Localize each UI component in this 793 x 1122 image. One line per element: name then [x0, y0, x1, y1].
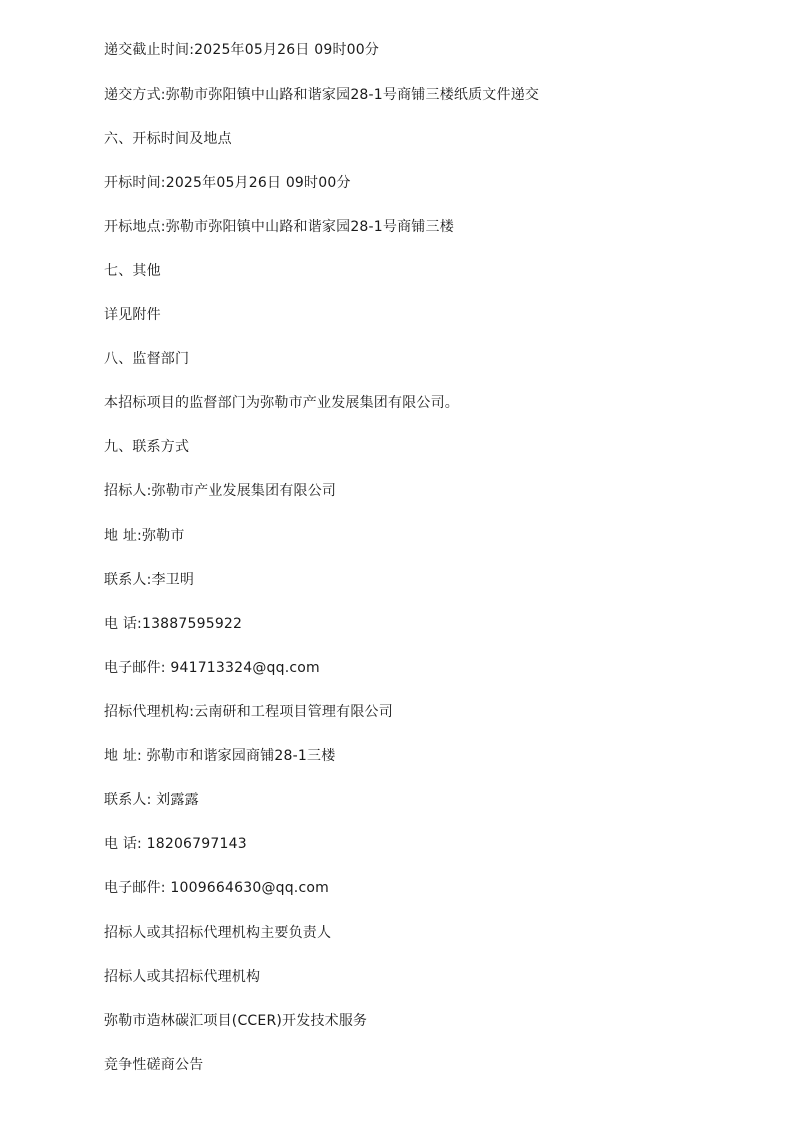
section-heading-contact: 九、联系方式	[104, 439, 190, 455]
agency-phone-line: 电 话: 18206797143	[104, 836, 247, 852]
submission-method-line: 递交方式:弥勒市弥阳镇中山路和谐家园28-1号商铺三楼纸质文件递交	[104, 87, 540, 103]
agency-contact-line: 联系人: 刘露露	[104, 792, 199, 808]
agency-line: 招标代理机构:云南研和工程项目管理有限公司	[104, 704, 393, 720]
opening-location-line: 开标地点:弥勒市弥阳镇中山路和谐家园28-1号商铺三楼	[104, 219, 454, 235]
announcement-title-line: 竞争性磋商公告	[104, 1057, 204, 1073]
tenderer-address-line: 地 址:弥勒市	[104, 528, 185, 544]
submission-deadline-line: 递交截止时间:2025年05月26日 09时00分	[104, 42, 380, 58]
section-heading-supervision: 八、监督部门	[104, 351, 190, 367]
agency-email-line: 电子邮件: 1009664630@qq.com	[104, 880, 329, 896]
tenderer-line: 招标人:弥勒市产业发展集团有限公司	[104, 483, 337, 499]
section-heading-other: 七、其他	[104, 263, 161, 279]
tenderer-contact-line: 联系人:李卫明	[104, 572, 195, 588]
responsible-person-line: 招标人或其招标代理机构主要负责人	[104, 925, 332, 941]
agency-address-line: 地 址: 弥勒市和谐家园商铺28-1三楼	[104, 748, 336, 764]
project-title-line: 弥勒市造林碳汇项目(CCER)开发技术服务	[104, 1013, 368, 1029]
tenderer-phone-line: 电 话:13887595922	[104, 616, 243, 632]
see-attachment-line: 详见附件	[104, 307, 161, 323]
section-heading-opening: 六、开标时间及地点	[104, 131, 232, 147]
tenderer-or-agency-line: 招标人或其招标代理机构	[104, 969, 261, 985]
tenderer-email-line: 电子邮件: 941713324@qq.com	[104, 660, 320, 676]
supervision-dept-line: 本招标项目的监督部门为弥勒市产业发展集团有限公司。	[104, 395, 459, 411]
opening-time-line: 开标时间:2025年05月26日 09时00分	[104, 175, 351, 191]
